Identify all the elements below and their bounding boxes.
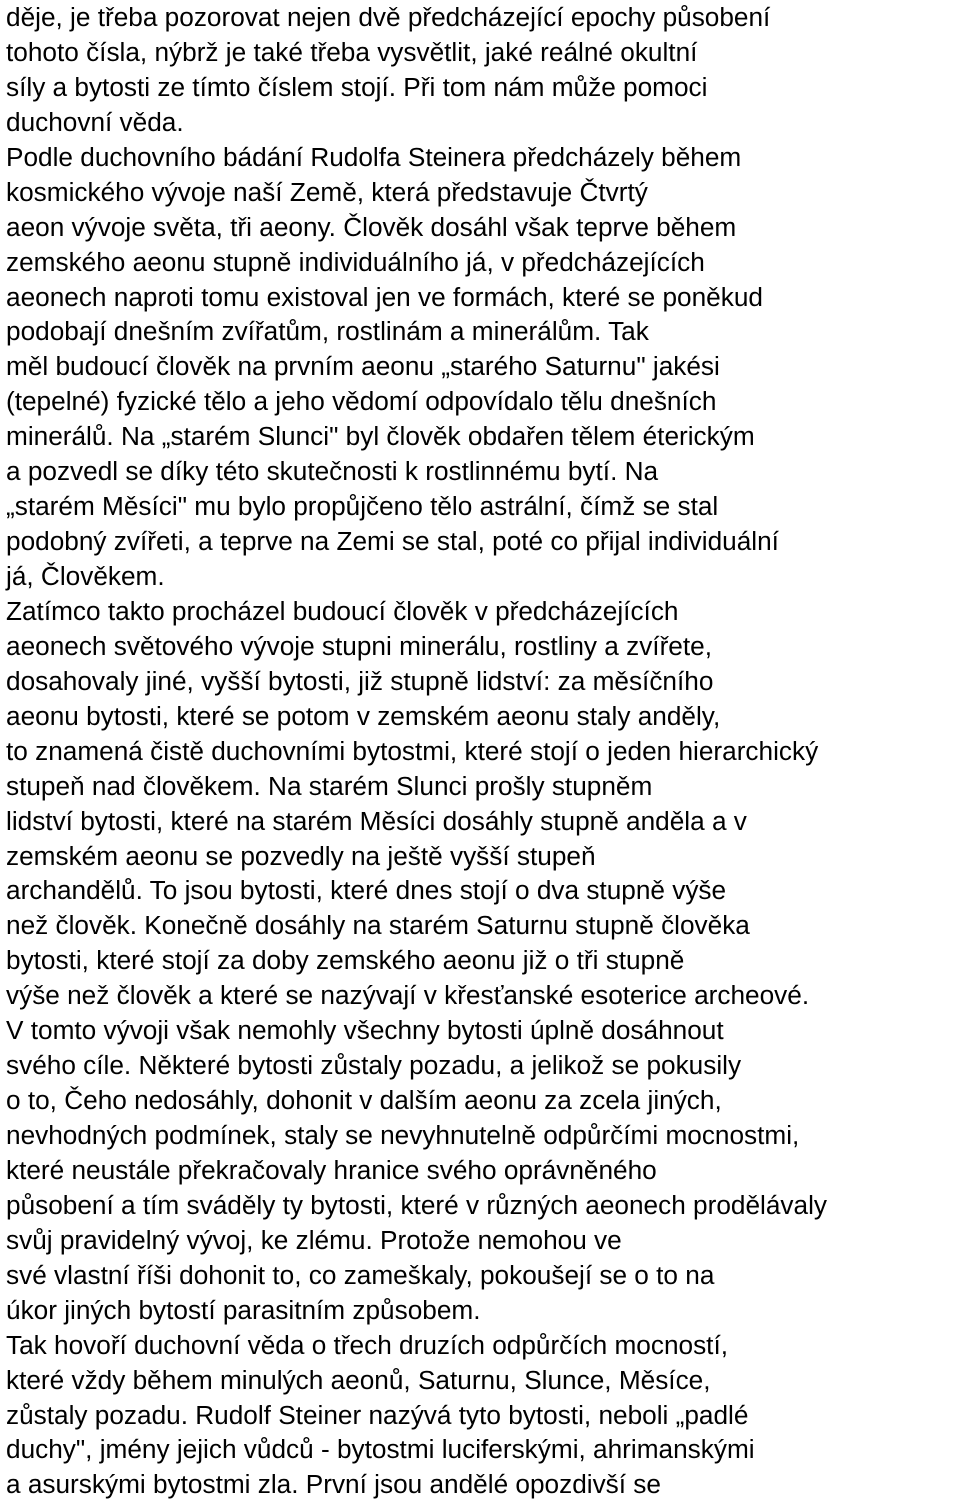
text-line: které vždy během minulých aeonů, Saturnu, Slunce, Měsíce, [6, 1364, 711, 1395]
text-line: a asurskými bytostmi zla. První jsou andělé opozdivší se [6, 1469, 661, 1500]
text-line: nevhodných podmínek, staly se nevyhnutelně odpůrčími mocnostmi, [6, 1120, 800, 1150]
text-line: minerálů. Na „starém Slunci" byl člověk obdařen tělem éterickým [6, 421, 755, 452]
text-line: Tak hovoří duchovní věda o třech druzích odpůrčích mocností, [6, 1329, 728, 1360]
text-line: svého cíle. Některé bytosti zůstaly pozadu, a jelikož se pokusily [6, 1050, 742, 1081]
text-line: duchy", jmény jejich vůdců - bytostmi luciferskými, ahrimanskými [6, 1434, 755, 1465]
text-line: zůstaly pozadu. Rudolf Steiner nazývá tyto bytosti, neboli „padlé [6, 1399, 749, 1430]
text-line: Podle duchovního bádání Rudolfa Steinera předcházely během [6, 141, 742, 172]
text-line: archandělů. To jsou bytosti, které dnes stojí o dva stupně výše [6, 875, 727, 906]
text-line: aeon vývoje světa, tři aeony. Člověk dosáhl však teprve během [6, 211, 737, 242]
text-line: dosahovaly jiné, vyšší bytosti, již stupně lidství: za měsíčního [6, 665, 714, 696]
text-line: aeonech naproti tomu existoval jen ve formách, které se poněkud [6, 281, 763, 312]
document-text [6, 0, 956, 1502]
text-line: zemského aeonu stupně individuálního já, v předcházejících [6, 246, 705, 277]
text-line: bytosti, které stojí za doby zemského aeonu již o tři stupně [6, 945, 685, 976]
text-line: (tepelné) fyzické tělo a jeho vědomí odpovídalo tělu dnešních [6, 386, 717, 417]
text-line: „starém Měsíci" mu bylo propůjčeno tělo astrální, čímž se stal [6, 491, 719, 522]
text-line: o to, Čeho nedosáhly, dohonit v dalším aeonu za zcela jiných, [6, 1085, 722, 1116]
text-line: duchovní věda. [6, 106, 184, 137]
text-line: lidství bytosti, které na starém Měsíci dosáhly stupně anděla a v [6, 805, 747, 836]
text-line: Zatímco takto procházel budoucí člověk v předcházejících [6, 595, 679, 626]
text-line: které neustále překračovaly hranice svého oprávněného [6, 1154, 657, 1185]
text-line: zemském aeonu se pozvedly na ještě vyšší stupeň [6, 840, 596, 871]
text-line: děje, je třeba pozorovat nejen dvě předcházející epochy působení [6, 2, 771, 32]
text-line: stupeň nad člověkem. Na starém Slunci prošly stupněm [6, 770, 653, 801]
text-line: působení a tím sváděly ty bytosti, které v různých aeonech prodělávaly [6, 1189, 827, 1220]
text-line: to znamená čistě duchovními bytostmi, které stojí o jeden hierarchický [6, 735, 819, 766]
text-line: aeonu bytosti, které se potom v zemském aeonu staly anděly, [6, 700, 721, 731]
text-line: podobají dnešním zvířatům, rostlinám a minerálům. Tak [6, 316, 649, 347]
text-line: a pozvedl se díky této skutečnosti k rostlinnému bytí. Na [6, 456, 659, 487]
text-line: síly a bytosti ze tímto číslem stojí. Při tom nám může pomoci [6, 71, 708, 102]
text-line: tohoto čísla, nýbrž je také třeba vysvětlit, jaké reálné okultní [6, 36, 698, 67]
text-line: aeonech světového vývoje stupni minerálu, rostliny a zvířete, [6, 630, 712, 661]
text-line: já, Člověkem. [6, 561, 165, 591]
text-line: kosmického vývoje naší Země, která představuje Čtvrtý [6, 176, 648, 207]
text-line: svůj pravidelný vývoj, ke zlému. Protože nemohou ve [6, 1224, 622, 1255]
text-line: V tomto vývoji však nemohly všechny bytosti úplně dosáhnout [6, 1015, 724, 1046]
text-line: měl budoucí člověk na prvním aeonu „starého Saturnu" jakési [6, 351, 720, 382]
text-line: podobný zvířeti, a teprve na Zemi se stal, poté co přijal individuální [6, 526, 779, 557]
text-line: výše než člověk a které se nazývají v křesťanské esoterice archeové. [6, 980, 810, 1011]
text-line: své vlastní říši dohonit to, co zameškaly, pokoušejí se o to na [6, 1259, 715, 1290]
text-line: úkor jiných bytostí parasitním způsobem. [6, 1294, 481, 1325]
text-line: než člověk. Konečně dosáhly na starém Saturnu stupně člověka [6, 910, 750, 941]
